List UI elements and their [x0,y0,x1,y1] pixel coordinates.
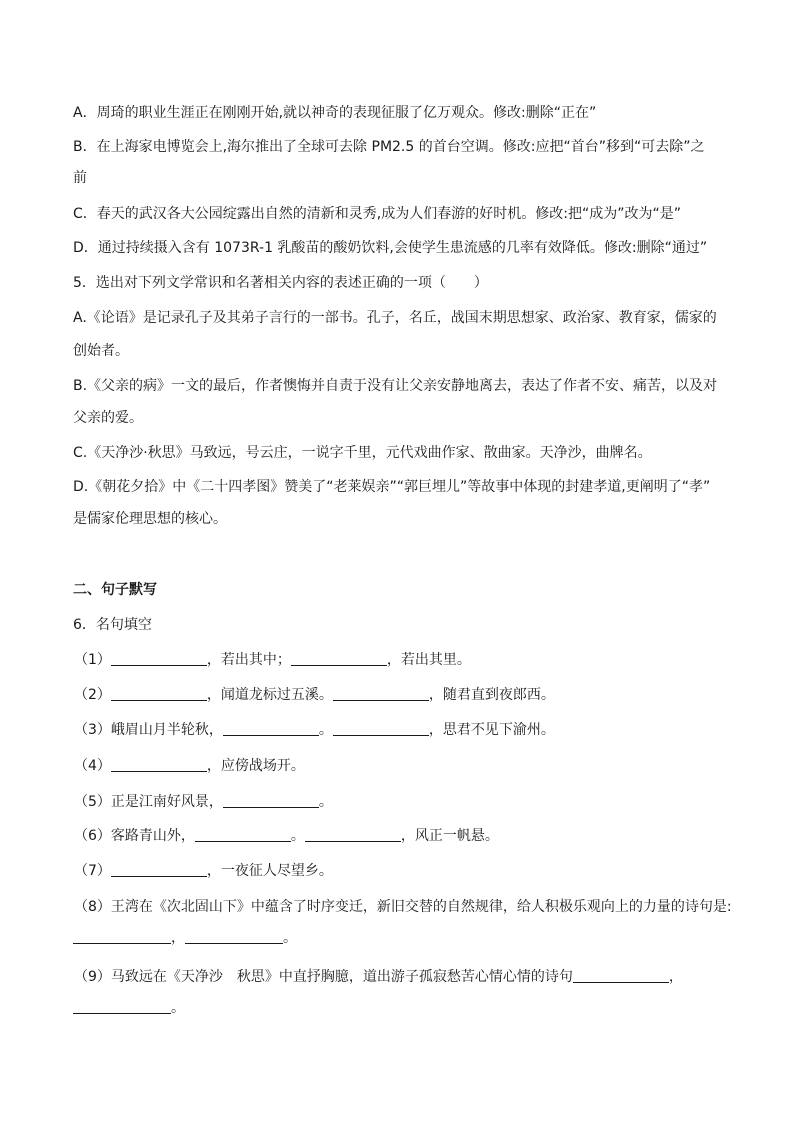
item-number: （1） [74,652,111,668]
item-text: ，风正一帆悬。 [400,828,499,844]
item-text: 。 [318,794,333,810]
q5-stem: 5．选出对下列文学常识和名著相关内容的表述正确的一项（ ） [73,275,488,291]
item-number: （3） [74,722,111,738]
q4-option-a: A．周琦的职业生涯正在刚刚开始,就以神奇的表现征服了亿万观众。修改:删除“正在” [73,105,597,121]
item-text: 。 [290,828,305,844]
q6-item-9-line1 [74,967,683,987]
answer-blank[interactable] [305,827,401,842]
q6-stem: 6．名句填空 [73,617,152,633]
q4-option-b-line1: B．在上海家电博览会上,海尔推出了全球可去除 PM2.5 的首台空调。修改:应把“首台”移到“可去除”之 [73,139,705,155]
item-text: 客路青山外， [110,828,195,844]
q6-item-2 [74,685,555,705]
q6-item-8-line1: （8）王湾在《次北固山下》中蕴含了时序变迁，新旧交替的自然规律，给人积极乐观向上的力量的诗句是: [74,899,732,915]
q5-option-b-line2: 父亲的爱。 [73,410,143,426]
answer-blank[interactable] [195,827,291,842]
section-title: 二、句子默写 [73,582,157,598]
answer-blank[interactable] [111,862,207,877]
answer-blank[interactable] [333,686,429,701]
item-number: （7） [74,863,111,879]
item-text: ，应傍战场开。 [206,758,305,774]
item-text: ，随君直到夜郎西。 [428,687,555,703]
item-text: ， [668,969,683,985]
answer-blank[interactable] [111,651,207,666]
item-text: ，闻道龙标过五溪。 [206,687,333,703]
answer-blank[interactable] [223,793,319,808]
answer-blank[interactable] [73,929,171,944]
q4-option-d: D．通过持续摄入含有 1073R-1 乳酸苗的酸奶饮料,会使学生患流感的几率有效降低。修改:删除“通过” [73,240,708,256]
answer-blank[interactable] [111,757,207,772]
item-text: 。 [318,722,333,738]
q5-option-a-line2: 创始者。 [73,343,129,359]
q5-option-d-line2: 是儒家伦理思想的核心。 [73,511,227,527]
q6-item-5 [74,792,333,812]
item-text: ，思君不见下渝州。 [428,722,555,738]
item-number: （2） [74,687,111,703]
item-number: （4） [74,758,111,774]
answer-blank[interactable] [111,686,207,701]
q4-option-c: C．春天的武汉各大公园绽露出自然的清新和灵秀,成为人们春游的好时机。修改:把“成为”改为“是” [73,206,681,222]
item-number: （6） [74,828,111,844]
item-text: ，若出其里。 [386,652,471,668]
item-text: 正是江南好风景， [110,794,223,810]
q6-item-3 [74,720,555,740]
answer-blank[interactable] [73,999,171,1014]
answer-blank[interactable] [333,721,429,736]
q6-item-7 [74,861,333,881]
item-text: 峨眉山月半轮秋， [110,722,223,738]
answer-blank[interactable] [185,929,283,944]
answer-blank[interactable] [573,968,669,983]
q6-item-9-line2 [73,998,185,1018]
q6-item-4 [74,756,305,776]
answer-blank[interactable] [291,651,387,666]
item-text: ， [171,930,185,946]
item-text: 。 [171,1000,185,1016]
q5-option-d-line1: D.《朝花夕拾》中《二十四孝图》赞美了“老莱娱亲”“郭巨埋儿”等故事中体现的封建孝道,更阐明了“孝” [73,479,711,495]
q6-item-8-line2 [73,928,297,948]
q5-option-a-line1: A.《论语》是记录孔子及其弟子言行的一部书。孔子，名丘，战国末期思想家、政治家、教育家，儒家的 [73,310,717,326]
q5-option-b-line1: B.《父亲的病》一文的最后，作者懊悔并自责于没有让父亲安静地离去，表达了作者不安、痛苦，以及对 [73,378,718,394]
item-text: 。 [283,930,297,946]
q6-item-6 [74,826,499,846]
q5-option-c: C.《天净沙·秋思》马致远，号云庄，一说字千里，元代戏曲作家、散曲家。天净沙，曲牌名。 [73,445,652,461]
item-text: ，若出其中； [206,652,291,668]
q4-option-b-line2: 前 [73,170,87,186]
q6-item-1 [74,650,471,670]
item-text: （9）马致远在《天净沙 秋思》中直抒胸臆，道出游子孤寂愁苦心情心情的诗句 [74,969,573,985]
item-text: ，一夜征人尽望乡。 [206,863,333,879]
item-number: （5） [74,794,111,810]
answer-blank[interactable] [223,721,319,736]
